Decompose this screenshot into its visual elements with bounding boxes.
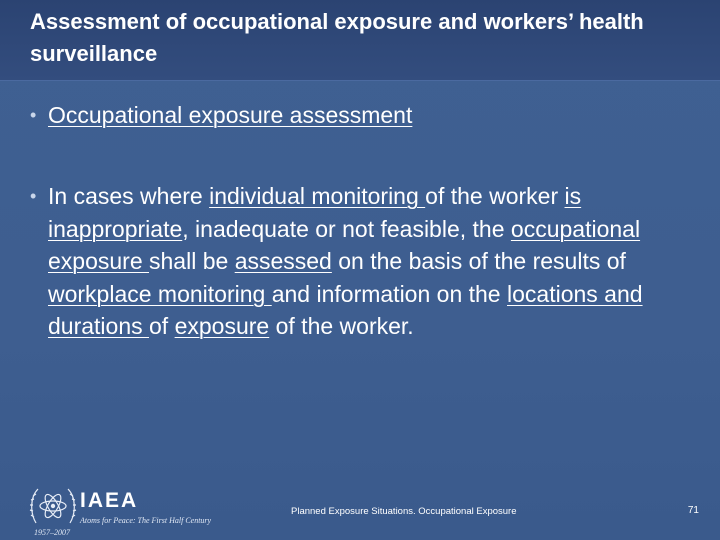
logo-years: 1957–2007 bbox=[34, 528, 70, 537]
text-segment: In cases where bbox=[48, 183, 210, 209]
slide-title: Assessment of occupational exposure and workers’ health surveillance bbox=[30, 9, 644, 66]
underlined-term: individual monitoring bbox=[209, 183, 426, 209]
text-segment: shall be bbox=[149, 248, 235, 274]
iaea-logo bbox=[28, 483, 218, 537]
underlined-term: exposure bbox=[174, 313, 270, 339]
text-segment: of bbox=[149, 313, 175, 339]
bullet-item bbox=[30, 99, 680, 132]
bullet-dot-icon: • bbox=[30, 105, 37, 125]
footer-caption: Planned Exposure Situations. Occupational Exposure bbox=[291, 506, 517, 517]
text-segment: of the worker bbox=[425, 183, 565, 209]
text-segment: on the basis of the results of bbox=[331, 248, 626, 274]
iaea-atom-emblem-icon bbox=[28, 483, 78, 529]
text-segment: of the worker. bbox=[269, 313, 414, 339]
logo-wordmark: IAEA bbox=[80, 489, 139, 512]
text-segment: , inadequate or not feasible, the bbox=[182, 215, 511, 242]
logo-tagline: Atoms for Peace: The First Half Century bbox=[80, 516, 212, 525]
bullet-dot-icon: • bbox=[30, 186, 37, 206]
title-band bbox=[0, 0, 720, 81]
bullet-text bbox=[48, 180, 680, 343]
bullet-text bbox=[48, 99, 680, 132]
underlined-term: occupational exposure bbox=[48, 215, 641, 274]
bullet-item bbox=[30, 180, 680, 343]
underlined-term: workplace monitoring bbox=[48, 280, 272, 307]
page-number: 71 bbox=[687, 505, 699, 516]
underlined-term: locations and durations bbox=[48, 280, 643, 339]
text-segment: and information on the bbox=[271, 280, 507, 307]
underlined-term: Occupational exposure assessment bbox=[48, 102, 413, 128]
underlined-term: is inappropriate bbox=[48, 183, 582, 242]
underlined-term: assessed bbox=[234, 248, 332, 274]
